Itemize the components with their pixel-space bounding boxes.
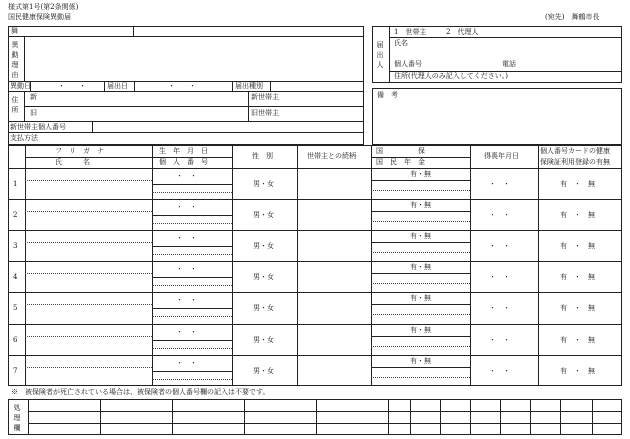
th-furigana: フ リ ガ ナ: [55, 147, 104, 155]
card-option[interactable]: 有 ・ 無: [560, 304, 595, 313]
personal-no-guide: [152, 223, 232, 224]
nenkin-guide: [371, 252, 470, 253]
address-label: 住所: [11, 96, 19, 114]
loss-date-field[interactable]: ・ ・: [489, 211, 510, 220]
kokuho-divider: [371, 336, 470, 337]
kokuho-option[interactable]: 有・無: [410, 356, 431, 365]
birth-date-field[interactable]: ・ ・: [176, 203, 197, 212]
processing-label: 処理欄: [13, 404, 21, 432]
nenkin-guide: [371, 283, 470, 284]
processing-column-divider: [316, 399, 317, 435]
birth-divider: [152, 371, 232, 372]
report-type-label: 届出種別: [235, 82, 263, 90]
kokuho-option[interactable]: 有・無: [410, 232, 431, 241]
card-option[interactable]: 有 ・ 無: [560, 273, 595, 282]
move-date-label: 異動日: [10, 82, 31, 90]
name-field[interactable]: [26, 231, 151, 260]
addressee: (宛先) 舞鶴市長: [545, 13, 600, 21]
reporter-option-agent[interactable]: 2 代理人: [446, 28, 479, 36]
reason-field[interactable]: [25, 37, 363, 80]
nenkin-guide: [371, 314, 470, 315]
birth-date-field[interactable]: ・ ・: [176, 172, 197, 180]
remarks-block: [372, 88, 622, 145]
relation-field[interactable]: [298, 293, 370, 322]
new-head-label: 新世帯主: [251, 93, 279, 101]
kokuho-option[interactable]: 有・無: [410, 294, 431, 303]
report-date-label: 届出日: [107, 82, 128, 90]
processing-column-divider: [560, 399, 561, 435]
birth-date-field[interactable]: ・ ・: [176, 265, 197, 274]
kokuho-option[interactable]: 有・無: [410, 325, 431, 334]
reporter-id-label: 個人番号: [394, 60, 422, 68]
processing-column-divider: [172, 399, 173, 435]
kokuho-divider: [371, 211, 470, 212]
card-option[interactable]: 有 ・ 無: [560, 335, 595, 344]
personal-no-guide: [152, 254, 232, 255]
relation-field[interactable]: [298, 231, 370, 260]
kokuho-divider: [371, 242, 470, 243]
processing-column-divider: [592, 399, 593, 435]
birth-divider: [152, 215, 232, 216]
personal-no-guide: [152, 379, 232, 380]
row-number: 2: [13, 211, 18, 220]
th-name: 氏 名: [55, 158, 90, 166]
kokuho-option[interactable]: 有・無: [410, 170, 431, 178]
loss-date-field[interactable]: ・ ・: [489, 180, 510, 188]
relation-field[interactable]: [298, 200, 370, 229]
reporter-address-label: 住所(代理人のみ記入してください。): [394, 72, 508, 80]
nenkin-guide: [371, 346, 470, 347]
sex-option[interactable]: 男・女: [253, 180, 274, 188]
birth-date-field[interactable]: ・ ・: [176, 296, 197, 305]
row-number: 6: [13, 335, 18, 344]
move-date-field[interactable]: ・ ・: [58, 82, 86, 90]
report-date-field[interactable]: ・ ・: [168, 82, 196, 90]
personal-no-guide: [152, 348, 232, 349]
birth-divider: [152, 246, 232, 247]
processing-column-divider: [410, 399, 411, 435]
payment-label: 支払方法: [10, 134, 38, 142]
kokuho-divider: [371, 273, 470, 274]
th-relation: 世帯主との続柄: [307, 152, 356, 160]
birth-date-field[interactable]: ・ ・: [176, 327, 197, 336]
birth-divider: [152, 308, 232, 309]
sex-option[interactable]: 男・女: [253, 366, 274, 375]
processing-column-divider: [500, 399, 501, 435]
row-number: 1: [13, 180, 18, 188]
relation-field[interactable]: [298, 262, 370, 291]
row-number: 4: [13, 273, 18, 282]
card-option[interactable]: 有 ・ 無: [560, 180, 595, 188]
th-nenkin: 国 民 年 金: [376, 158, 425, 166]
sex-option[interactable]: 男・女: [253, 335, 274, 344]
th-sex: 性 別: [252, 152, 273, 160]
name-field[interactable]: [26, 293, 151, 322]
footer-note: ※ 被保険者が死亡されている場合は、被保険者の個人番号欄の記入は不要です。: [11, 388, 270, 396]
kokuho-divider: [371, 180, 470, 181]
sex-option[interactable]: 男・女: [253, 211, 274, 220]
form-number: 様式第1号(第2条関係): [8, 3, 79, 11]
th-card-1: 個人番号カードの健康: [540, 147, 610, 155]
kokuho-divider: [371, 304, 470, 305]
processing-row-divider: [28, 423, 622, 424]
reporter-name-label: 氏名: [394, 39, 408, 47]
processing-column-divider: [244, 399, 245, 435]
kokuho-option[interactable]: 有・無: [410, 201, 431, 210]
kokuho-divider: [371, 367, 470, 368]
loss-date-field[interactable]: ・ ・: [489, 242, 510, 251]
form-title: 国民健康保険異動届: [8, 13, 71, 21]
name-field[interactable]: [26, 262, 151, 291]
name-field[interactable]: [26, 356, 151, 385]
row-number: 5: [13, 304, 18, 313]
card-option[interactable]: 有 ・ 無: [560, 211, 595, 220]
new-address-label: 新: [30, 93, 37, 101]
sex-option[interactable]: 男・女: [253, 304, 274, 313]
new-head-id-label: 新世帯主個人番号: [10, 123, 66, 131]
reporter-label: 届出人: [376, 41, 384, 69]
th-card-2: 保険証利用登録の有無: [540, 158, 610, 166]
card-option[interactable]: 有 ・ 無: [560, 366, 595, 375]
nenkin-guide: [371, 377, 470, 378]
birth-date-field[interactable]: ・ ・: [176, 358, 197, 367]
processing-row-divider: [28, 411, 622, 412]
th-kokuho: 国 保: [376, 147, 425, 155]
personal-no-guide: [152, 192, 232, 193]
row-number: 7: [13, 366, 18, 375]
kokuho-option[interactable]: 有・無: [410, 263, 431, 272]
sex-option[interactable]: 男・女: [253, 242, 274, 251]
nenkin-guide: [371, 190, 470, 191]
old-address-label: 旧: [30, 109, 37, 117]
processing-column-divider: [388, 399, 389, 435]
loss-date-field[interactable]: ・ ・: [489, 366, 510, 375]
name-field[interactable]: [26, 200, 151, 229]
personal-no-guide: [152, 285, 232, 286]
card-option[interactable]: 有 ・ 無: [560, 242, 595, 251]
loss-date-field[interactable]: ・ ・: [489, 273, 510, 282]
name-field[interactable]: [26, 169, 151, 198]
reason-label: 異動理由: [11, 41, 19, 79]
processing-column-divider: [530, 399, 531, 435]
personal-no-guide: [152, 316, 232, 317]
birth-date-field[interactable]: ・ ・: [176, 234, 197, 243]
processing-column-divider: [440, 399, 441, 435]
relation-field[interactable]: [298, 356, 370, 385]
ward-label: 舞: [11, 27, 18, 35]
processing-column-divider: [470, 399, 471, 435]
th-loss-date: 得喪年月日: [484, 152, 519, 160]
remarks-label: 備 考: [377, 91, 398, 99]
reporter-phone-label: 電話: [502, 60, 516, 68]
loss-date-field[interactable]: ・ ・: [489, 304, 510, 313]
th-personal-no: 個 人 番 号: [159, 158, 208, 166]
nenkin-guide: [371, 221, 470, 222]
sex-option[interactable]: 男・女: [253, 273, 274, 282]
birth-divider: [152, 277, 232, 278]
th-birth: 生 年 月 日: [159, 147, 208, 155]
processing-column-divider: [100, 399, 101, 435]
name-field[interactable]: [26, 325, 151, 354]
relation-field[interactable]: [298, 325, 370, 354]
loss-date-field[interactable]: ・ ・: [489, 335, 510, 344]
old-head-label: 旧世帯主: [251, 109, 279, 117]
birth-divider: [152, 184, 232, 185]
relation-field[interactable]: [298, 169, 370, 198]
birth-divider: [152, 340, 232, 341]
reporter-option-head[interactable]: 1 世帯主: [394, 28, 427, 36]
row-number: 3: [13, 242, 18, 251]
